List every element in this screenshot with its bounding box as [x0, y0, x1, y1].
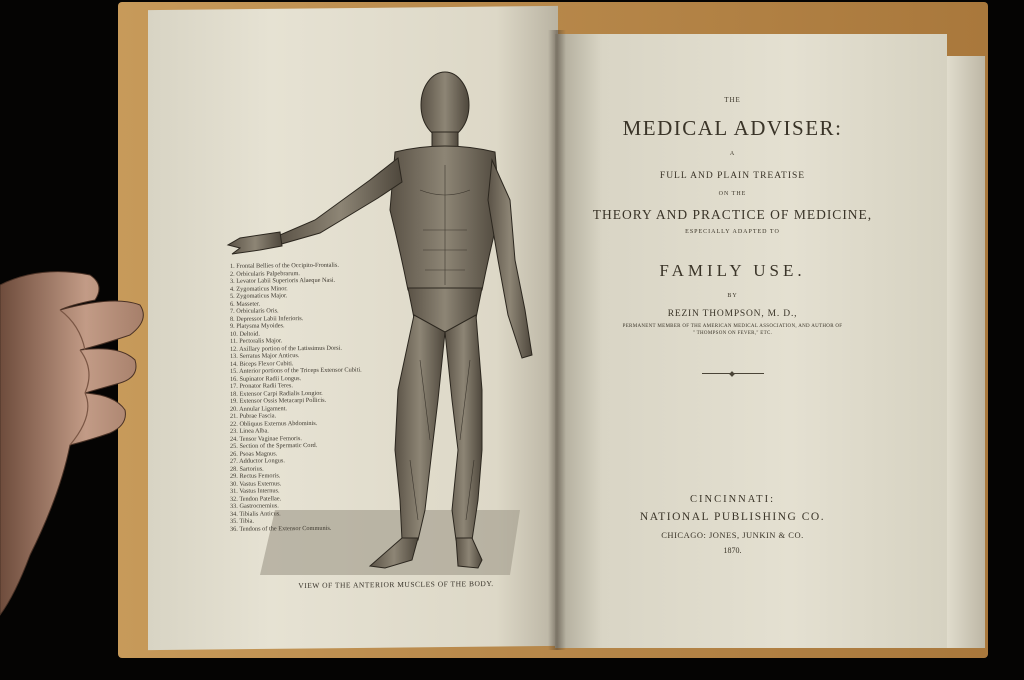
legend-item: 30. Vastus Externus. — [230, 479, 282, 488]
legend-item: 7. Orbicularis Oris. — [230, 307, 279, 315]
ornamental-rule — [702, 373, 764, 374]
legend-item: 14. Biceps Flexor Cubiti. — [230, 359, 294, 368]
legend-item: 29. Rectus Femoris. — [230, 472, 281, 480]
imprint-year: 1870. — [723, 546, 742, 555]
legend-item: 28. Sartorius. — [230, 464, 264, 473]
legend-item: 31. Vastus Internus. — [230, 487, 280, 495]
legend-item: 26. Psoas Magnus. — [230, 449, 278, 458]
legend-item: 18. Extensor Carpi Radialis Longior. — [230, 389, 323, 398]
title-especially: ESPECIALLY ADAPTED TO — [685, 229, 780, 235]
legend-item: 21. Pubrae Fascia. — [230, 412, 277, 420]
legend-item: 2. Orbicularis Palpebrarum. — [230, 269, 300, 278]
legend-item: 35. Tibia. — [230, 517, 254, 525]
title-page — [580, 96, 885, 374]
legend-item: 12. Axillary portion of the Latissimus Dorsi. — [230, 344, 342, 353]
title-on-the: ON THE — [718, 191, 747, 197]
legend-item: 8. Depressor Labii Inferioris. — [230, 314, 304, 323]
legend-item: 4. Zygomaticus Minor. — [230, 284, 288, 293]
legend-item: 10. Deltoid. — [230, 330, 260, 338]
legend-item: 17. Pronator Radii Teres. — [230, 382, 293, 390]
book-gutter — [548, 30, 566, 650]
legend-item: 22. Obliquus Externus Abdominis. — [230, 419, 318, 428]
legend-item: 24. Tensor Vaginae Femoris. — [230, 434, 302, 443]
legend-item: 20. Annular Ligament. — [230, 404, 288, 413]
imprint — [580, 494, 885, 555]
legend-item: 32. Tendon Patellae. — [230, 494, 282, 503]
title-a: A — [729, 151, 736, 157]
legend-item: 19. Extensor Ossis Metacarpi Pollicis. — [230, 396, 327, 405]
imprint-city: CINCINNATI: — [690, 494, 775, 505]
legend-item: 25. Section of the Spermatic Cord. — [230, 441, 318, 450]
legend-item: 13. Serratus Major Anticus. — [230, 352, 300, 360]
legend-item: 11. Pectoralis Major. — [230, 337, 283, 345]
subtitle: FULL AND PLAIN TREATISE — [659, 171, 806, 181]
legend-item: 23. Linea Alba. — [230, 427, 269, 435]
legend-item: 5. Zygomaticus Major. — [230, 292, 288, 300]
legend-item: 36. Tendons of the Extensor Communis. — [230, 524, 332, 533]
legend-item: 27. Adductor Longus. — [230, 457, 285, 465]
author-credentials: PERMANENT MEMBER OF THE AMERICAN MEDICAL ASSOCIATION, AND AUTHOR OF — [622, 324, 843, 329]
legend-item: 34. Tibialis Anticus. — [230, 509, 281, 518]
muscle-legend — [230, 261, 390, 533]
subtitle-family-use: FAMILY USE. — [659, 261, 806, 280]
title-by: BY — [727, 293, 738, 299]
title-the: THE — [724, 96, 741, 104]
legend-item: 33. Gastrocnemius. — [230, 502, 279, 510]
legend-item: 15. Anterior portions of the Triceps Extensor Cubiti. — [230, 366, 362, 375]
author-name: REZIN THOMPSON, M. D., — [667, 309, 798, 319]
legend-item: 6. Masseter. — [230, 300, 261, 308]
figure-caption: VIEW OF THE ANTERIOR MUSCLES OF THE BODY. — [298, 578, 494, 591]
imprint-publisher: NATIONAL PUBLISHING CO. — [639, 511, 826, 523]
imprint-chicago: CHICAGO: JONES, JUNKIN & CO. — [661, 530, 804, 540]
legend-item: 9. Platysma Myoides. — [230, 322, 285, 330]
legend-item: 3. Levator Labii Superioris Alaeque Nasi. — [230, 276, 336, 285]
legend-item: 1. Frontal Bellies of the Occipito-Frontalis. — [230, 261, 339, 270]
legend-item: 16. Supinator Radii Longus. — [230, 374, 302, 383]
hand — [0, 265, 150, 625]
book-title: MEDICAL ADVISER: — [622, 116, 843, 140]
subtitle-theory: THEORY AND PRACTICE OF MEDICINE, — [592, 207, 873, 222]
author-credentials-2: " THOMPSON ON FEVER," ETC. — [692, 331, 773, 336]
